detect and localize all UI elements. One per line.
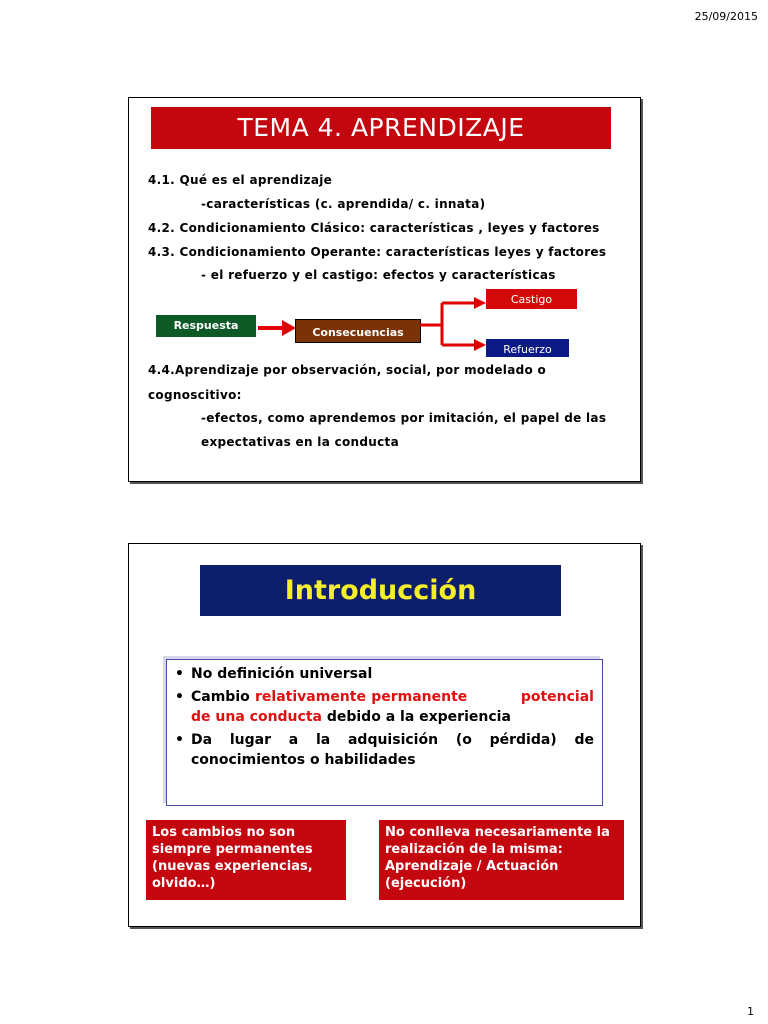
topic-subline: - el refuerzo y el castigo: efectos y características (201, 268, 556, 282)
arrow-right-icon (256, 316, 298, 340)
slide-introduccion (128, 543, 641, 927)
topic-line: 4.4.Aprendizaje por observación, social, por modelado o (148, 363, 547, 377)
bullet-item: • No definición universal (173, 664, 594, 684)
note-left: Los cambios no son siempre permanentes (nuevas experiencias, olvido…) (146, 820, 346, 900)
castigo-box: Castigo (486, 289, 577, 309)
slide-title: Introducción (200, 565, 561, 616)
topic-line: 4.3. Condicionamiento Operante: características leyes y factores (148, 245, 607, 259)
page-number: 1 (747, 1005, 754, 1018)
definition-box (166, 659, 603, 806)
topic-line: 4.2. Condicionamiento Clásico: características , leyes y factores (148, 221, 600, 235)
slide-title: TEMA 4. APRENDIZAJE (151, 107, 611, 149)
topic-subline: -características (c. aprendida/ c. innata) (201, 197, 486, 211)
bullet-item: • Cambio relativamente permanente en su potencial de una conducta debido a la experiencia (173, 687, 594, 727)
refuerzo-box: Refuerzo (486, 339, 569, 357)
consecuencias-box: Consecuencias (295, 319, 421, 343)
slide-tema-4 (128, 97, 641, 482)
note-right: No conlleva necesariamente la realización de la misma: Aprendizaje / Actuación (ejecución) (379, 820, 624, 900)
topic-subline: -efectos, como aprendemos por imitación, el papel de las (201, 411, 607, 425)
branch-arrows-icon (420, 293, 488, 355)
topic-line: cognoscitivo: (148, 388, 242, 402)
topic-line: 4.1. Qué es el aprendizaje (148, 173, 333, 187)
bullet-item: • Da lugar a la adquisición (o pérdida) de conocimientos o habilidades (173, 730, 594, 770)
topic-subline: expectativas en la conducta (201, 435, 399, 449)
respuesta-box: Respuesta (156, 315, 256, 337)
header-date: 25/09/2015 (694, 10, 758, 23)
